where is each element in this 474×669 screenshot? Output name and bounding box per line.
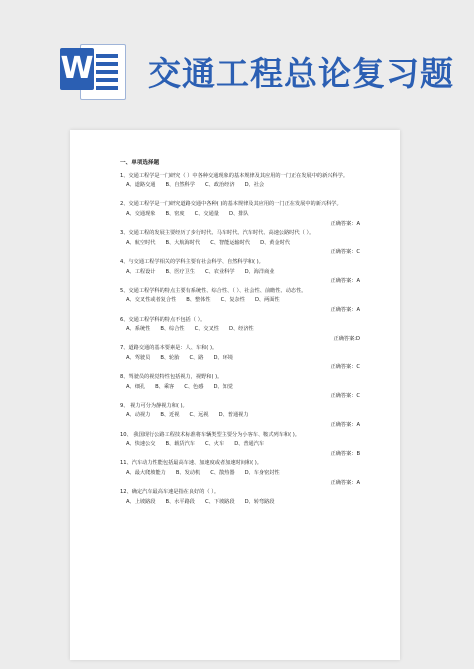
question-options <box>120 297 368 305</box>
banner <box>0 0 474 112</box>
correct-answer: 正确答案：B <box>330 450 360 457</box>
option-text: C、远视 <box>189 412 209 419</box>
option-text: C、下坡路段 <box>205 498 235 505</box>
option-text: B、大航海时代 <box>165 239 201 246</box>
option-text: C、火车 <box>205 441 225 448</box>
option-text: A、交通现象 <box>126 210 156 217</box>
correct-answer: 正确答案：A <box>330 278 360 285</box>
option-text: A、动视力 <box>126 412 151 419</box>
option-text: D、普通汽车 <box>234 441 265 448</box>
question-options <box>120 384 368 392</box>
option-text: B、发动机 <box>175 470 201 476</box>
option-text: B、综合性 <box>160 326 185 333</box>
question-options <box>120 240 368 248</box>
option-text: B、整体性 <box>186 297 211 304</box>
option-text: C、农业科学 <box>205 268 235 275</box>
option-text: C、散热器 <box>210 470 235 476</box>
option-text: B、密度 <box>165 210 185 217</box>
correct-answer: 正确答案：C <box>330 364 360 371</box>
option-text: A、快速公交 <box>126 441 156 448</box>
question-text: 1、交通工程学是一门研究（ ）中各种交通现象的基本规律及其应用的一门正在发展中的新兴科学。 <box>120 172 349 179</box>
text-line <box>96 86 118 90</box>
question-item <box>120 374 368 401</box>
question-item <box>120 317 368 344</box>
question-options <box>120 412 368 420</box>
option-text: C、智能运输时代 <box>210 239 251 246</box>
option-text: A、航空时代 <box>126 239 156 246</box>
option-text: A、上坡路段 <box>126 498 156 505</box>
question-options <box>120 269 368 277</box>
question-list <box>120 173 368 516</box>
option-text: D、车身密封性 <box>244 470 280 476</box>
question-text: 6、交通工程学科的特点不包括（ ）。 <box>120 316 206 323</box>
option-text: A、最大爬坡能力 <box>126 470 166 476</box>
option-text: C、路 <box>189 354 204 361</box>
question-item <box>120 489 368 516</box>
question-item <box>120 173 368 200</box>
document-page <box>70 130 400 660</box>
option-text: C、政治经济 <box>205 182 235 189</box>
option-text: A、工程设计 <box>126 268 156 275</box>
option-text: B、轮胎 <box>160 354 180 361</box>
correct-answer <box>120 192 368 200</box>
question-options <box>120 355 368 363</box>
text-line <box>96 70 118 74</box>
correct-answer <box>120 508 368 516</box>
question-item <box>120 259 368 286</box>
section-title: 一、单项选择题 <box>120 160 160 166</box>
document-content <box>120 160 368 518</box>
option-text: D、普通视力 <box>218 412 249 419</box>
question-text: 9、 视力可分为静视力和( )。 <box>120 402 188 409</box>
question-text: 11、汽车动力性能包括最高车速、加速度或者加速时间和( )。 <box>120 460 262 467</box>
option-text: D、转弯路段 <box>244 498 275 505</box>
option-text: D、海洋商业 <box>244 268 275 275</box>
word-letter: W <box>60 48 94 90</box>
question-item <box>120 345 368 372</box>
correct-answer: 正确答案：A <box>330 479 360 486</box>
correct-answer: 正确答案：A <box>330 220 360 227</box>
question-text: 10、 我国现行公路工程技术标准将车辆类型主要分为小客车、鞍式列车和( )。 <box>120 431 300 438</box>
word-document-icon <box>60 40 126 100</box>
option-text: C、复杂性 <box>220 297 245 304</box>
question-options <box>120 470 368 478</box>
text-line <box>96 78 118 82</box>
question-text: 7、道路交通的基本要素是：人、车和( )。 <box>120 345 218 352</box>
question-options <box>120 182 368 190</box>
option-text: B、水平路段 <box>165 498 195 505</box>
option-text: B、乘客 <box>155 383 175 390</box>
question-options <box>120 441 368 449</box>
option-text: A、交叉性或者复合性 <box>126 297 177 304</box>
question-options <box>120 499 368 507</box>
option-text: C、交叉性 <box>194 326 219 333</box>
option-text: A、道路交通 <box>126 182 156 189</box>
correct-answer: 正确答案：A <box>330 306 360 313</box>
correct-answer: 正确答案：C <box>330 249 360 256</box>
question-text: 3、交通工程的发展主要经历了步行时代、马车时代、汽车时代、高速公路时代（ ）。 <box>120 230 315 237</box>
option-text: D、社会 <box>244 182 265 189</box>
option-text: D、经济性 <box>229 326 254 333</box>
question-options <box>120 211 368 219</box>
question-item <box>120 403 368 430</box>
correct-answer: 正确答案：A <box>330 422 360 429</box>
option-text: C、交通量 <box>194 210 219 217</box>
question-options <box>120 326 368 334</box>
option-text: A、系统性 <box>126 326 151 333</box>
question-text: 2、交通工程学是一门研究道路交通中各种( )的基本规律及其应用的一门正在发展中的新兴科学。 <box>120 201 342 208</box>
option-text: C、色感 <box>184 383 204 390</box>
question-item <box>120 432 368 459</box>
option-text: B、近视 <box>160 412 180 419</box>
option-text: B、自然科学 <box>165 182 195 189</box>
question-item <box>120 230 368 257</box>
option-text: A、驾驶员 <box>126 354 151 361</box>
question-text: 4、与交通工程学相关的学科主要有社会科学、自然科学和( )。 <box>120 258 264 265</box>
question-text: 12、确定汽车最高车速是指在良好的（ ）。 <box>120 489 220 496</box>
correct-answer: 正确答案:D <box>333 335 360 342</box>
option-text: A、细孔 <box>126 383 146 390</box>
question-item <box>120 460 368 487</box>
question-text: 5、交通工程学科的特点主要有系统性、综合性、（ ）、社会性、前瞻性、动态性。 <box>120 287 307 294</box>
page-title: 交通工程总论复习题 <box>148 54 454 93</box>
option-text: B、载货汽车 <box>165 441 195 448</box>
text-line <box>96 62 118 66</box>
correct-answer: 正确答案：C <box>330 393 360 400</box>
text-line <box>96 54 118 58</box>
question-item <box>120 201 368 228</box>
option-text: D、环境 <box>213 354 233 361</box>
option-text: D、排队 <box>229 210 249 217</box>
option-text: B、医疗卫生 <box>165 268 195 275</box>
option-text: D、两面性 <box>254 297 280 304</box>
question-item <box>120 288 368 315</box>
question-text: 8、驾驶员的视觉特性包括视力，视野和( )。 <box>120 374 223 381</box>
option-text: D、知觉 <box>213 383 233 390</box>
option-text: D、黄金时代 <box>260 239 291 246</box>
